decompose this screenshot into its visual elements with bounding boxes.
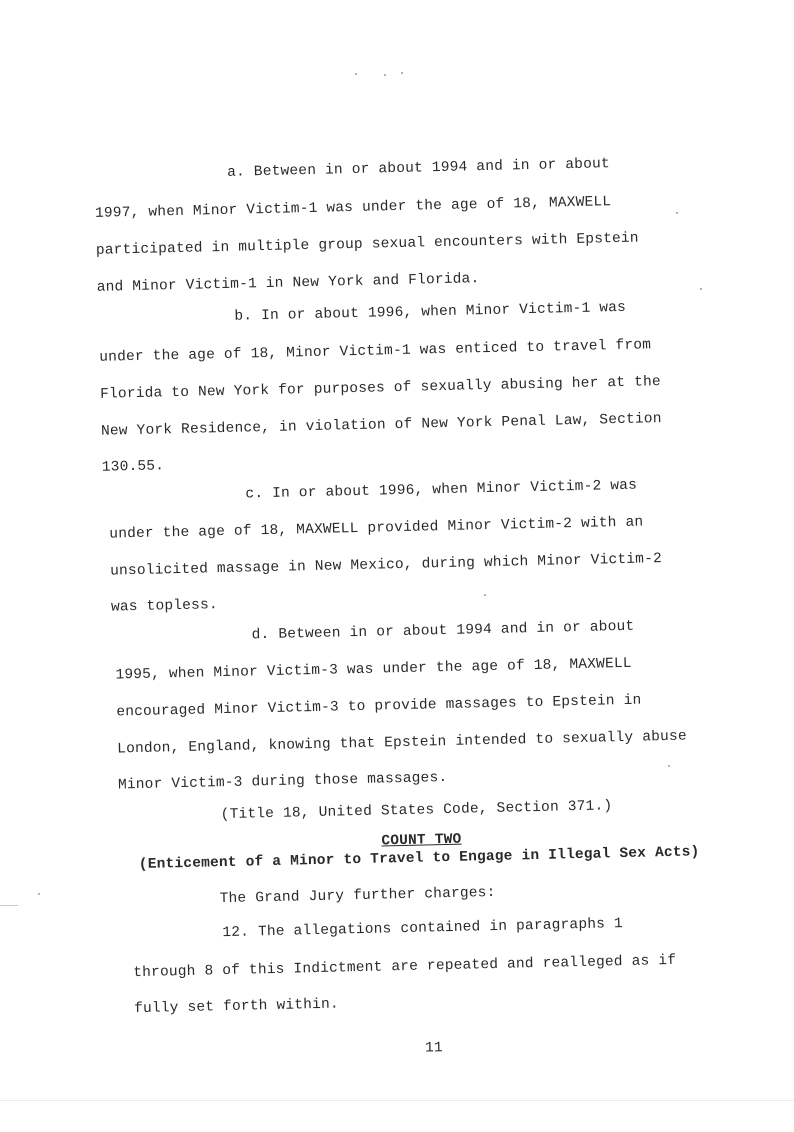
scan-bottom-edge xyxy=(0,1100,794,1101)
paragraph-b-line-1: b. In or about 1996, when Minor Victim-1 was xyxy=(234,299,627,325)
paragraph-d-line-4: London, England, knowing that Epstein intended to sexually abuse xyxy=(117,728,687,758)
paragraph-12-line-2: through 8 of this Indictment are repeated and realleged as if xyxy=(133,952,677,982)
scan-speck xyxy=(676,212,678,214)
paragraph-b-line-4: New York Residence, in violation of New York Penal Law, Section xyxy=(100,411,662,440)
paragraph-12-line-3: fully set forth within. xyxy=(133,996,339,1018)
paragraph-a-line-1: a. Between in or about 1994 and in or about xyxy=(226,156,611,181)
count-heading: COUNT TWO xyxy=(381,831,462,850)
paragraph-c-line-4: was topless. xyxy=(110,597,218,616)
paragraph-d-line-2: 1995, when Minor Victim-3 was under the age of 18, MAXWELL xyxy=(115,655,632,684)
page-number: 11 xyxy=(424,1040,444,1057)
paragraph-d-line-1: d. Between in or about 1994 and in or about xyxy=(251,618,635,644)
scan-speck xyxy=(668,765,670,767)
paragraph-12-line-1: 12. The allegations contained in paragraphs 1 xyxy=(222,916,624,942)
paragraph-b-line-3: Florida to New York for purposes of sexually abusing her at the xyxy=(99,374,662,403)
paragraph-a-line-2: 1997, when Minor Victim-1 was under the age of 18, MAXWELL xyxy=(94,194,612,222)
paragraph-c-line-3: unsolicited massage in New Mexico, during which Minor Victim-2 xyxy=(110,551,663,580)
grand-jury-statement: The Grand Jury further charges: xyxy=(219,884,496,908)
paragraph-d-line-5: Minor Victim-3 during those massages. xyxy=(117,769,448,794)
scan-speck xyxy=(355,73,357,75)
scan-speck xyxy=(384,74,386,76)
scan-speck xyxy=(700,288,702,290)
statute-citation: (Title 18, United States Code, Section 371.) xyxy=(220,798,613,824)
scan-edge-mark xyxy=(0,905,18,906)
count-subheading: (Enticement of a Minor to Travel to Engage in Illegal Sex Acts) xyxy=(138,844,700,874)
paragraph-a-line-4: and Minor Victim-1 in New York and Florida. xyxy=(96,271,480,296)
paragraph-b-line-5: 130.55. xyxy=(101,458,165,476)
paragraph-c-line-1: c. In or about 1996, when Minor Victim-2 was xyxy=(245,477,638,503)
scan-speck xyxy=(484,594,486,596)
scan-speck xyxy=(401,72,403,74)
paragraph-d-line-3: encouraged Minor Victim-3 to provide massages to Epstein in xyxy=(116,692,642,721)
paragraph-b-line-2: under the age of 18, Minor Victim-1 was enticed to travel from xyxy=(99,337,652,366)
scan-speck xyxy=(38,893,40,895)
paragraph-c-line-2: under the age of 18, MAXWELL provided Minor Victim-2 with an xyxy=(109,514,644,543)
paragraph-a-line-3: participated in multiple group sexual encounters with Epstein xyxy=(95,230,639,259)
